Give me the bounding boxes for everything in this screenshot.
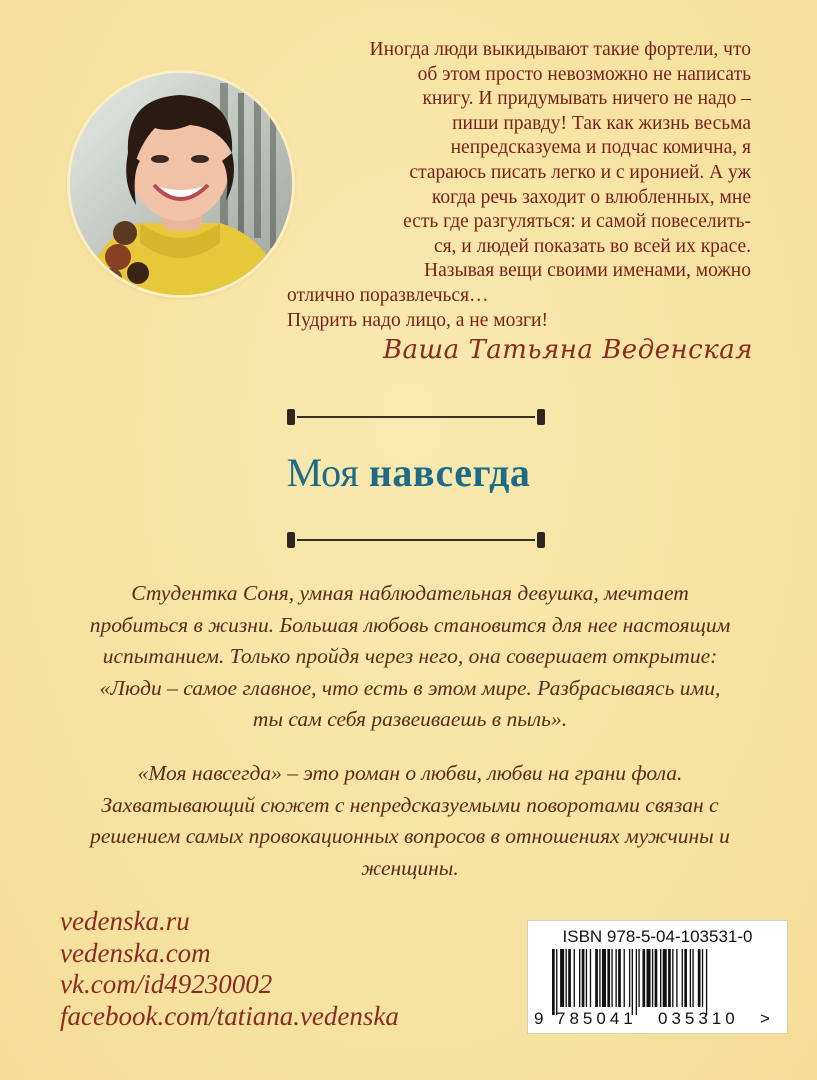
link-facebook[interactable]: facebook.com/tatiana.vedenska: [60, 1000, 399, 1031]
author-quote: [283, 38, 751, 333]
link-vk[interactable]: vk.com/id49230002: [60, 969, 273, 999]
author-links: [60, 906, 399, 1032]
author-quote-line: книгу. И придумывать ничего не надо –: [422, 88, 751, 110]
isbn-label: ISBN 978-5-04-103531-0: [562, 927, 753, 946]
author-quote-line: Иногда люди выкидывают такие фортели, что: [369, 39, 751, 60]
book-title-word: Моя: [286, 450, 359, 495]
book-title-word: навсегда: [368, 450, 531, 495]
author-quote-line: есть где разгуляться: и самой повеселить-: [403, 211, 751, 233]
description-line: испытанием. Только пройдя через него, она совершает открытие:: [102, 644, 718, 668]
description-paragraph: [50, 578, 770, 736]
author-quote-line: отлично поразвлечься…: [287, 284, 489, 306]
link-website[interactable]: vedenska.ru: [60, 906, 190, 936]
isbn-barcode: [527, 920, 788, 1034]
description-line: Студентка Соня, умная наблюдательная девушка, мечтает: [131, 581, 689, 605]
author-quote-line: об этом просто невозможно не написать: [417, 63, 751, 85]
ornament-divider-bottom: [287, 530, 545, 550]
description-line: решением самых провокационных вопросов в отношениях мужчины и: [90, 824, 730, 848]
barcode-digit-group: 785041: [556, 1009, 637, 1028]
ornament-divider-top: [287, 407, 545, 427]
author-quote-line: когда речь заходит о влюбленных, мне: [431, 186, 751, 208]
description-line: ты сам себя развеиваешь в пыль».: [252, 707, 568, 731]
link-website[interactable]: vedenska.com: [60, 937, 211, 968]
barcode-arrow: >: [760, 1009, 770, 1028]
description-line: женщины.: [361, 855, 459, 880]
author-quote-line: Называя вещи своими именами, можно: [424, 260, 751, 282]
author-portrait-image: [70, 73, 292, 295]
barcode-bars: [538, 949, 778, 1015]
author-photo: [70, 73, 292, 295]
author-quote-line: ся, и людей показать во всей их красе.: [433, 235, 751, 257]
description-line: «Люди – самое главное, что есть в этом мире. Разбрасываясь ими,: [99, 675, 721, 700]
author-quote-line: стараюсь писать легко и с иронией. А уж: [409, 161, 751, 183]
book-title: [0, 449, 817, 496]
author-quote-line: непредсказуема и подчас комична, я: [450, 137, 751, 159]
author-quote-line: пиши правду! Так как жизнь весьма: [452, 112, 751, 134]
description-line: «Моя навсегда» – это роман о любви, любви на грани фола.: [137, 761, 683, 785]
description-line: пробиться в жизни. Большая любовь становится для нее настоящим: [89, 612, 731, 637]
author-signature: Ваша Татьяна Веденская: [382, 335, 753, 365]
barcode-digit: 9: [534, 1009, 544, 1028]
author-quote-closing: Пудрить надо лицо, а не мозги!: [287, 309, 548, 331]
description-line: Захватывающий сюжет с непредсказуемыми поворотами связан с: [101, 792, 719, 817]
description-paragraph: [50, 758, 770, 884]
barcode-digit-group: 035310: [658, 1009, 739, 1028]
